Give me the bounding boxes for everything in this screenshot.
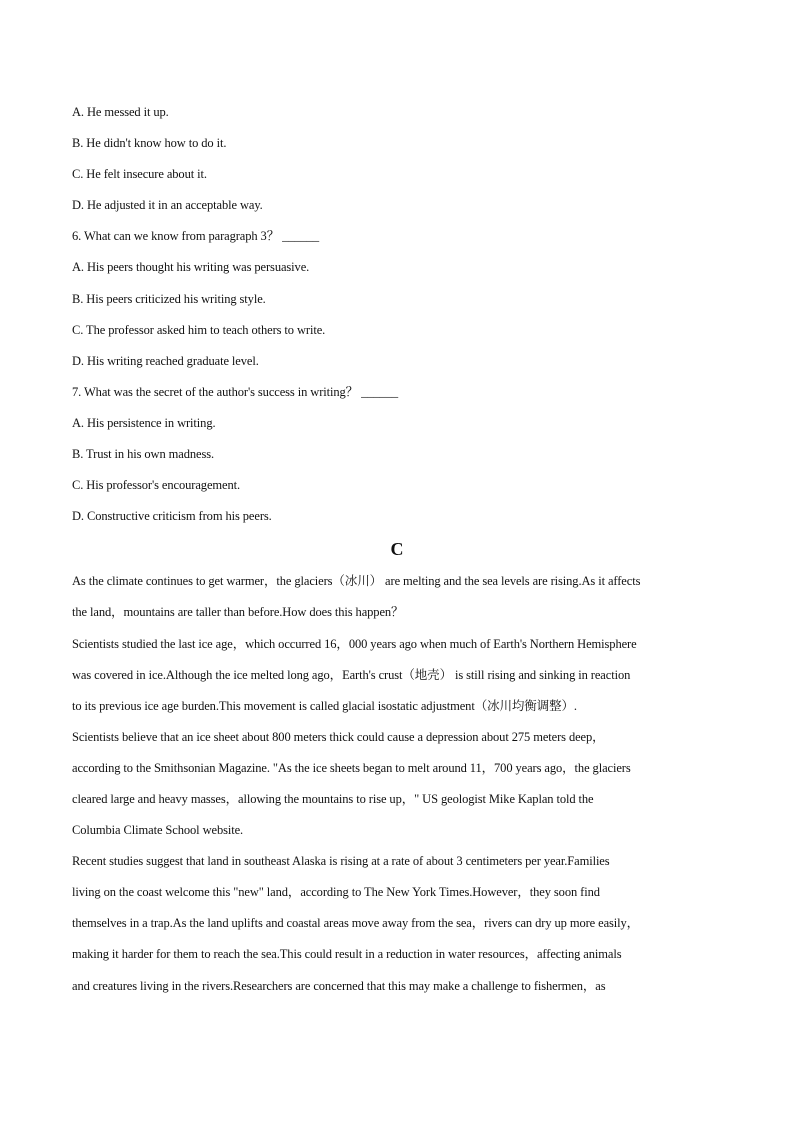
- option-d-q6: D. His writing reached graduate level.: [72, 353, 259, 368]
- option-c-q6: C. The professor asked him to teach others to write.: [72, 322, 326, 337]
- section-heading: C: [390, 539, 404, 560]
- option-c-q7: C. His professor's encouragement.: [72, 478, 241, 493]
- passage-line: As the climate continues to get warmer，the glaciers（冰川） are melting and the sea levels are rising.As it affects: [72, 574, 641, 589]
- question-6: 6. What can we know from paragraph 3？ ______: [72, 229, 320, 244]
- passage-text: [72, 566, 732, 1001]
- option-a-q6: A. His peers thought his writing was persuasive.: [72, 260, 310, 275]
- question-list: [72, 97, 732, 532]
- passage-line: the land，mountains are taller than before.How does this happen？: [72, 605, 404, 620]
- question-7: 7. What was the secret of the author's success in writing？ ______: [72, 384, 399, 399]
- passage-line: living on the coast welcome this "new" land，according to The New York Times.However，they soon find: [72, 885, 600, 900]
- passage-line: making it harder for them to reach the sea.This could result in a reduction in water resources，affecting animals: [72, 947, 622, 962]
- option-d-q5: D. He adjusted it in an acceptable way.: [72, 198, 263, 213]
- passage-line: and creatures living in the rivers.Researchers are concerned that this may make a challenge to fishermen，as: [72, 978, 606, 993]
- option-a-q5: A. He messed it up.: [72, 105, 169, 119]
- passage-line: themselves in a trap.As the land uplifts and coastal areas move away from the sea，rivers can dry up more easily，: [72, 916, 640, 931]
- passage-line: cleared large and heavy masses，allowing the mountains to rise up，" US geologist Mike Kaplan told the: [72, 791, 594, 806]
- passage-line: Scientists studied the last ice age，which occurred 16，000 years ago when much of Earth's Northern Hemisphere: [72, 636, 637, 651]
- passage-line: Recent studies suggest that land in southeast Alaska is rising at a rate of about 3 centimeters per year.Families: [72, 854, 610, 869]
- passage-line: to its previous ice age burden.This movement is called glacial isostatic adjustment（冰川均衡调整）.: [72, 698, 577, 713]
- option-b-q7: B. Trust in his own madness.: [72, 447, 215, 462]
- option-d-q7: D. Constructive criticism from his peers.: [72, 509, 272, 524]
- passage-line: was covered in ice.Although the ice melted long ago，Earth's crust（地壳） is still rising and sinking in reaction: [72, 667, 631, 682]
- option-b-q5: B. He didn't know how to do it.: [72, 136, 227, 151]
- passage-line: Scientists believe that an ice sheet about 800 meters thick could cause a depression about 275 meters deep，: [72, 729, 605, 744]
- option-b-q6: B. His peers criticized his writing style.: [72, 291, 266, 306]
- passage-line: according to the Smithsonian Magazine. "As the ice sheets began to melt around 11，700 years ago，the glaciers: [72, 760, 631, 775]
- passage-line: Columbia Climate School website.: [72, 823, 244, 838]
- option-a-q7: A. His persistence in writing.: [72, 415, 216, 430]
- document-page: [72, 97, 732, 1002]
- option-c-q5: C. He felt insecure about it.: [72, 167, 207, 182]
